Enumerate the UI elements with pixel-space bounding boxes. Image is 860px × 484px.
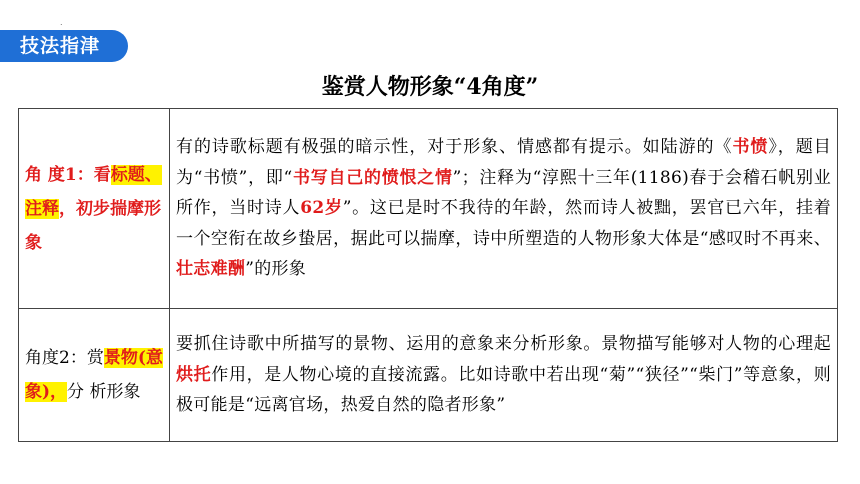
decorative-dot: .: [60, 18, 63, 27]
content-table: [18, 108, 838, 442]
table-row: [19, 109, 838, 309]
angle-1-label: 角 度1：看标题、注释，初步揣摩形象: [25, 164, 162, 253]
angle-2-cell: [19, 309, 170, 442]
table-row: [19, 309, 838, 442]
angle-2-description: 要抓住诗歌中所描写的景物、运用的意象来分析形象。景物描写能够对人物的心理起烘托作用，是人物心境的直接流露。比如诗歌中若出现“菊”“狭径”“柴门”等意象，则极可能是“远离官场，热爱自然的隐者形象”: [170, 309, 838, 442]
angle-1-description: 有的诗歌标题有极强的暗示性，对于形象、情感都有提示。如陆游的《书愤》，题目为“书愤”，即“书写自己的愤恨之情”；注释为“淳熙十三年(1186)春于会稽石帆别业所作，当时诗人62岁”。这已是时不我待的年龄，然而诗人被黜，罢官已六年，挂着一个空衔在故乡蛰居，据此可以揣摩，诗中所塑造的人物形象大体是“感叹时不再来、壮志难酬”的形象: [170, 109, 838, 309]
page-title: 鉴赏人物形象“4角度”: [321, 74, 539, 100]
section-badge: 技法指津: [0, 30, 128, 62]
angle-1-cell: [19, 109, 170, 309]
angle-2-label: 角度2：赏景物(意象)，分 析形象: [25, 348, 163, 402]
